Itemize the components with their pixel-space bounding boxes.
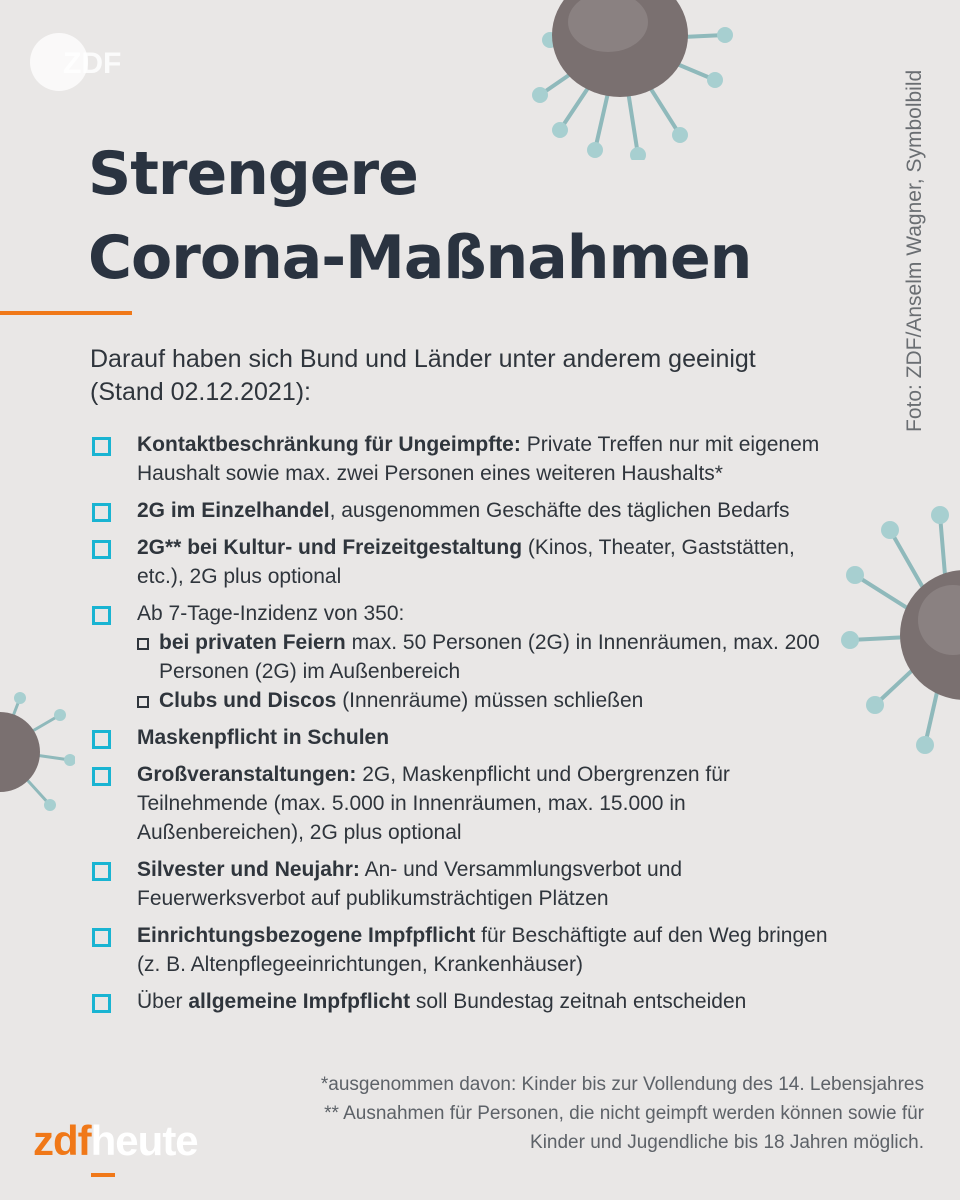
- svg-text:ZDF: ZDF: [63, 47, 122, 80]
- intro-text: Darauf haben sich Bund und Länder unter anderem geeinigt (Stand 02.12.2021):: [90, 345, 756, 406]
- list-item: Maskenpflicht in Schulen: [92, 723, 832, 752]
- checkbox-icon: [92, 928, 111, 947]
- accent-line: [0, 311, 132, 315]
- sub-checkbox-icon: [137, 696, 149, 708]
- brand-zdf: zdf: [33, 1117, 91, 1164]
- list-item: Über allgemeine Impfpflicht soll Bundestag zeitnah entscheiden: [92, 987, 832, 1016]
- list-item: 2G** bei Kultur- und Freizeitgestaltung (Kinos, Theater, Gaststätten, etc.), 2G plus optional: [92, 533, 832, 591]
- sub-checkbox-icon: [137, 638, 149, 650]
- virus-illustration-left: [0, 690, 75, 820]
- footnote-2: ** Ausnahmen für Personen, die nicht geimpft werden können sowie für Kinder und Jugendliche bis 18 Jahren möglich.: [324, 1103, 924, 1153]
- page-title: [88, 132, 751, 300]
- checkbox-icon: [92, 437, 111, 456]
- checkbox-icon: [92, 540, 111, 559]
- list-item: 2G im Einzelhandel, ausgenommen Geschäfte des täglichen Bedarfs: [92, 496, 832, 525]
- list-item: Großveranstaltungen: 2G, Maskenpflicht und Obergrenzen für Teilnehmende (max. 5.000 in Innenräumen, max. 15.000 in Außenbereichen), 2G plus optional: [92, 760, 832, 847]
- list-item: Einrichtungsbezogene Impfpflicht für Beschäftigte auf den Weg bringen (z. B. Altenpflegeeinrichtungen, Krankenhäuser): [92, 921, 832, 979]
- footnotes: [264, 1070, 924, 1157]
- checkbox-icon: [92, 730, 111, 749]
- checkbox-icon: [92, 503, 111, 522]
- list-item: Kontaktbeschränkung für Ungeimpfte: Private Treffen nur mit eigenem Haushalt sowie max. zwei Personen eines weiteren Haushalts*: [92, 430, 832, 488]
- sub-item: Clubs und Discos (Innenräume) müssen schließen: [137, 686, 832, 715]
- list-item: Ab 7-Tage-Inzidenz von 350: bei privaten Feiern max. 50 Personen (2G) in Innenräumen, max. 200 Personen (2G) im Außenbereich Clubs und Discos (Innenräume) müssen schließen: [92, 599, 832, 715]
- checkbox-icon: [92, 862, 111, 881]
- checkbox-icon: [92, 994, 111, 1013]
- checkbox-icon: [92, 767, 111, 786]
- photo-credit: Foto: ZDF/Anselm Wagner, Symbolbild: [903, 69, 926, 432]
- checkbox-icon: [92, 606, 111, 625]
- title-line-2: Corona-Maßnahmen: [88, 223, 752, 293]
- zdf-logo: [30, 33, 128, 91]
- title-line-1: Strengere: [88, 139, 418, 209]
- measures-list: [92, 430, 832, 1024]
- sub-item: bei privaten Feiern max. 50 Personen (2G) in Innenräumen, max. 200 Personen (2G) im Außenbereich: [137, 628, 832, 686]
- list-item: Silvester und Neujahr: An- und Versammlungsverbot und Feuerwerksverbot auf publikumsträchtigen Plätzen: [92, 855, 832, 913]
- brand-heute: heute: [90, 1117, 198, 1164]
- zdfheute-logo: [33, 1117, 198, 1165]
- virus-illustration-right: [835, 505, 960, 765]
- footnote-1: *ausgenommen davon: Kinder bis zur Vollendung des 14. Lebensjahres: [320, 1074, 924, 1095]
